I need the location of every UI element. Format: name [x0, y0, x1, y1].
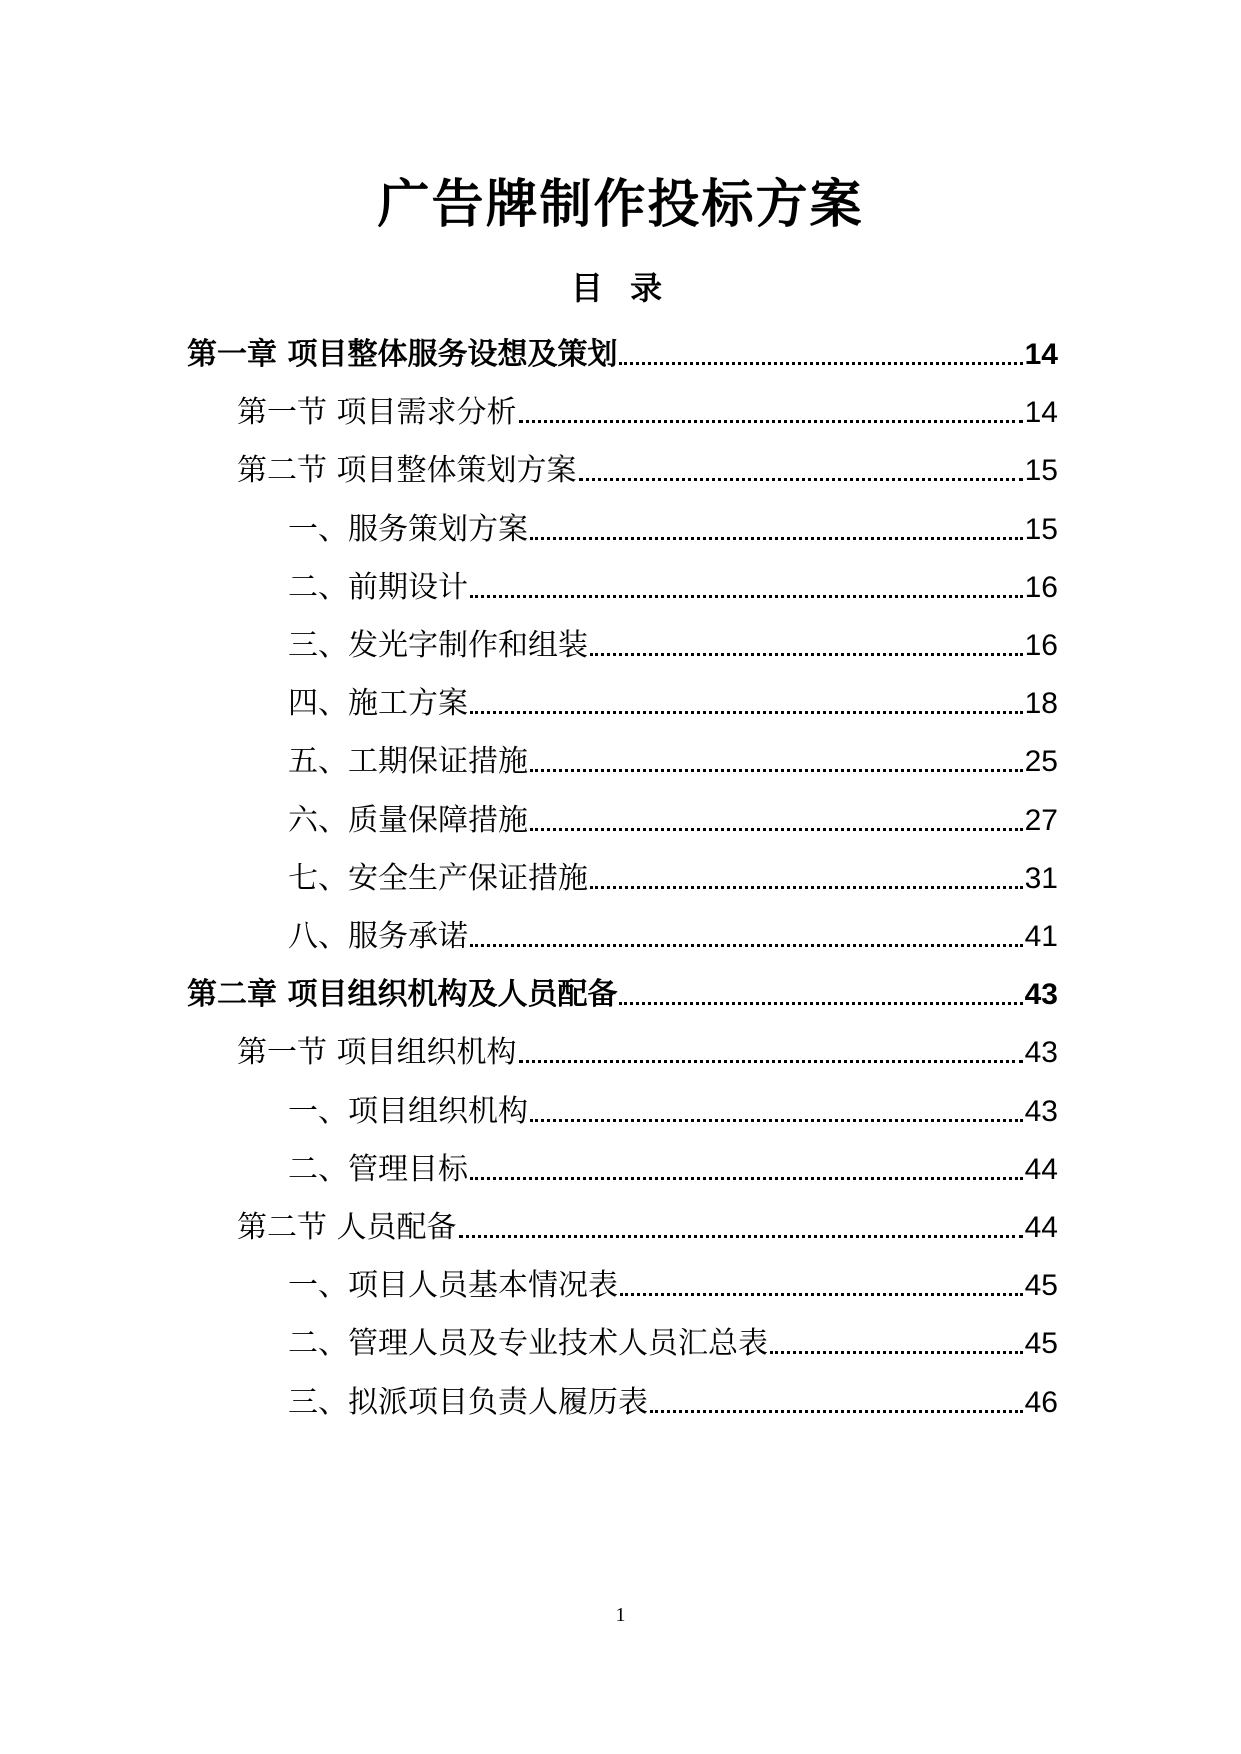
toc-entry[interactable]: [237, 1205, 1058, 1251]
toc-entry[interactable]: [288, 1147, 1058, 1193]
toc-dot-leader: [590, 653, 1023, 656]
toc-dot-leader: [590, 886, 1023, 889]
toc-entry-page: 45: [1024, 1327, 1058, 1360]
toc-dot-leader: [530, 828, 1023, 831]
toc-entry-text: 五、工期保证措施: [288, 744, 528, 779]
toc-entry-page: 46: [1024, 1386, 1058, 1419]
toc-entry-page: 44: [1024, 1211, 1058, 1244]
toc-entry[interactable]: [288, 1263, 1058, 1309]
toc-entry-text: 六、质量保障措施: [288, 803, 528, 838]
toc-heading: 目 录: [570, 269, 671, 307]
toc-entry-page: 16: [1024, 629, 1058, 662]
toc-dot-leader: [470, 595, 1023, 598]
toc-entry-text: 第二章 项目组织机构及人员配备: [187, 977, 618, 1012]
toc-entry[interactable]: [288, 914, 1058, 960]
toc-dot-leader: [530, 1119, 1023, 1122]
toc-entry-page: 43: [1024, 1036, 1058, 1069]
toc-entry[interactable]: [288, 856, 1058, 902]
toc-dot-leader: [770, 1351, 1023, 1354]
toc-entry[interactable]: [187, 972, 1058, 1018]
toc-entry-page: 14: [1024, 396, 1058, 429]
toc-dot-leader: [530, 769, 1023, 772]
toc-dot-leader: [459, 1235, 1023, 1238]
toc-entry-text: 一、项目组织机构: [288, 1094, 528, 1129]
toc-entry-page: 15: [1024, 513, 1058, 546]
toc-dot-leader: [579, 478, 1023, 481]
toc-entry[interactable]: [288, 623, 1058, 669]
toc-entry-page: 44: [1024, 1153, 1058, 1186]
toc-entry-text: 四、施工方案: [288, 686, 468, 721]
toc-dot-leader: [650, 1410, 1023, 1413]
toc-entry-text: 第一章 项目整体服务设想及策划: [187, 337, 618, 372]
toc-entry[interactable]: [288, 507, 1058, 553]
toc-entry-text: 第二节 人员配备: [237, 1210, 457, 1245]
toc-entry-text: 二、管理人员及专业技术人员汇总表: [288, 1326, 768, 1361]
toc-dot-leader: [519, 1060, 1023, 1063]
toc-entry-page: 43: [1024, 1095, 1058, 1128]
toc-entry-text: 三、发光字制作和组装: [288, 628, 588, 663]
document-title: 广告牌制作投标方案: [377, 175, 864, 235]
toc-entry-text: 一、项目人员基本情况表: [288, 1268, 618, 1303]
toc-entry[interactable]: [187, 332, 1058, 378]
toc-entry-page: 18: [1024, 687, 1058, 720]
toc-entry[interactable]: [288, 565, 1058, 611]
toc-entry-page: 31: [1024, 862, 1058, 895]
toc-entry[interactable]: [288, 739, 1058, 785]
toc-entry[interactable]: [237, 448, 1058, 494]
toc-entry-text: 第二节 项目整体策划方案: [237, 453, 577, 488]
toc-entry-text: 二、前期设计: [288, 570, 468, 605]
toc-entry-text: 第一节 项目需求分析: [237, 395, 517, 430]
toc-entry[interactable]: [288, 681, 1058, 727]
toc-dot-leader: [470, 944, 1023, 947]
toc-entry-text: 第一节 项目组织机构: [237, 1035, 517, 1070]
toc-entry-text: 三、拟派项目负责人履历表: [288, 1385, 648, 1420]
toc-entry-page: 15: [1024, 454, 1058, 487]
toc-entry-page: 25: [1024, 745, 1058, 778]
toc-entry-text: 七、安全生产保证措施: [288, 861, 588, 896]
toc-entry-page: 45: [1024, 1269, 1058, 1302]
toc-entry[interactable]: [237, 1030, 1058, 1076]
toc-entry[interactable]: [288, 1380, 1058, 1426]
toc-entry-page: 27: [1024, 804, 1058, 837]
toc-entry[interactable]: [288, 798, 1058, 844]
toc-entry-text: 八、服务承诺: [288, 919, 468, 954]
toc-entry-text: 二、管理目标: [288, 1152, 468, 1187]
toc-dot-leader: [470, 711, 1023, 714]
toc-dot-leader: [470, 1177, 1023, 1180]
toc-dot-leader: [619, 362, 1022, 365]
toc-entry[interactable]: [288, 1089, 1058, 1135]
toc-entry[interactable]: [237, 390, 1058, 436]
toc-dot-leader: [620, 1293, 1023, 1296]
toc-entry[interactable]: [288, 1321, 1058, 1367]
toc-entry-page: 14: [1024, 338, 1058, 371]
toc-dot-leader: [619, 1002, 1022, 1005]
toc-dot-leader: [530, 537, 1023, 540]
page-number: 1: [615, 1604, 626, 1626]
toc-entry-page: 16: [1024, 571, 1058, 604]
toc-dot-leader: [519, 420, 1023, 423]
toc-entry-text: 一、服务策划方案: [288, 512, 528, 547]
toc-entry-page: 43: [1024, 978, 1058, 1011]
toc-entry-page: 41: [1024, 920, 1058, 953]
